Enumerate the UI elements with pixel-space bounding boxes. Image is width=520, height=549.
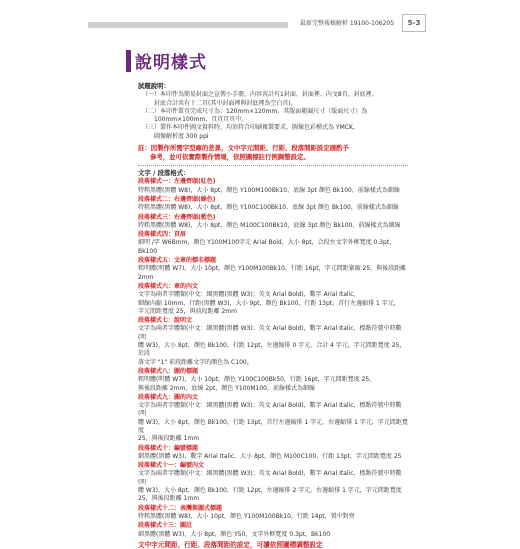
style-entry xyxy=(138,317,408,367)
section-divider xyxy=(138,165,408,166)
style-name: 段落樣式十二：表灣與圖式標題 xyxy=(138,504,223,512)
style-entry xyxy=(138,214,408,231)
style-description-line: 細黑體(黑體 W3)，數字 Arial Italic，大小 8pt，顏色 M100C100，行距 13pt，字元間距寬度 25 xyxy=(138,452,402,460)
rules-note xyxy=(138,144,408,161)
style-name: 段落樣式二：右邊齊頭(綠色) xyxy=(138,195,216,203)
header-text: 最新完整報稿解析 19100-106205 xyxy=(300,20,395,27)
style-name: 段落樣式一：左邊齊頭(紅色) xyxy=(138,178,216,186)
style-description-line: 文字為兩者字體類(中文：細黑體(黑體 W3)；英文 Arial Bold)，數字 Arial Italic，標點符號中時數(明 xyxy=(138,470,402,486)
style-description-line: 特粗黑體(黑體 W8)，大小 10pt，顏色 Y100M100Bk10，行距 14pt，置中對齊 xyxy=(138,512,355,520)
style-name: 段落樣式六：章的內文 xyxy=(138,282,199,290)
rules-item-2-line-2: 100mm×100mm，頁頁頁頁中。 xyxy=(154,116,248,124)
style-entry xyxy=(138,462,408,503)
style-entry xyxy=(138,231,408,256)
style-description-line: 字元間距寬度 25，與前段距離 2mm xyxy=(138,307,237,315)
title-accent-bar xyxy=(126,50,131,72)
style-description-line: 25，與後段距離 1mm xyxy=(138,435,200,443)
style-description-line: 細黑體(黑體 W3)，大小 8pt，顏色 Y50，文字外框寬度 0.3pt，Bk100 xyxy=(138,530,331,538)
style-entry xyxy=(138,394,408,444)
rules-item-2 xyxy=(142,108,408,125)
style-description-line: 特粗黑體(黑體 W8)，大小 8pt，顏色 M100C100Bk10，底線 3pt 顏色 Bk100，前線樣式為細線 xyxy=(138,221,401,229)
style-description-line: 文字為兩者字體類(中文：細黑體(黑體 W3)；英文 Arial Bold)，數字 Arial Italic， xyxy=(138,291,360,299)
rules-item-1 xyxy=(142,91,408,108)
style-name: 段落樣式九：圖的內文 xyxy=(138,393,199,401)
style-entry xyxy=(138,368,408,393)
rules-item-1-line-1: （一）本印件為簡易封面之宣傳小手冊，內容共計有1封面、封面裡、內文8頁、封底裡、 xyxy=(142,91,378,99)
style-description-line: 文字為兩者字體類(中文：細黑體(黑體 W3)；英文 Arial Bold)，數字 Arial Italic，標點符號中時數(明 xyxy=(138,325,402,341)
section-title: 說明樣式 xyxy=(135,53,207,73)
style-entry xyxy=(138,505,408,522)
style-description-line: 體 W3)，大小 8pt，顏色 Bk100，行距 12pt，左邊縮排 2 字元，右邊縮排 1 字元，字元間距寬度 25，與後段距離 1mm xyxy=(138,487,402,503)
style-description-line: 特粗黑體(黑體 W8)，大小 8pt，顏色 Y100M100Bk10，底線 3pt 顏色 Bk100，前線樣式為細線 xyxy=(138,186,400,194)
style-entry xyxy=(138,257,408,282)
style-description-line: 特粗黑體(黑體 W8)，大小 8pt，顏色 Y100C100Bk10，底線 3pt 顏色 Bk100，前線樣式為細線 xyxy=(138,204,399,212)
rules-note-line-2: 參考，並可依實際製作情境，依照圖標註行例調整設定。 xyxy=(150,152,310,161)
style-name: 段落樣式四：頁眉 xyxy=(138,231,187,239)
style-description-line: 文字為兩者字體類(中文：細黑體(黑體 W3)；英文 Arial Bold)，數字 Arial Italic，標點符號中時數(明 xyxy=(138,402,402,418)
rules-item-2-line-1: （二）本印件單頁完成尺寸為：120mm×120mm，其版面範圍尺寸（版面尺寸）為 xyxy=(142,107,368,115)
styles-heading: 文字 / 段落格式： xyxy=(138,169,190,178)
style-entry xyxy=(138,445,408,462)
style-description-line: 細線內縮 10mm，行距(黑體 W3)，大小 9pt，顏色 Bk100，行距 13pt，首行左邊縮排 1 字元， xyxy=(138,299,400,307)
style-name: 段落樣式八：圖的標題 xyxy=(138,367,199,375)
style-name: 段落樣式十：編號標題 xyxy=(138,444,199,452)
style-name: 段落樣式十三：圖註 xyxy=(138,522,193,530)
style-description-line: 粗明體(明體 W7)，大小 10pt，顏色 Y100C100Bk50，行距 16pt，字元間距寬度 25， xyxy=(138,376,376,384)
style-entry xyxy=(138,522,408,539)
style-name: 段落樣式七：說明文 xyxy=(138,317,193,325)
section-title-block xyxy=(126,48,207,73)
style-description-line: 落文字 "1" 前段距離文字的顏色為 C100。 xyxy=(138,358,253,366)
style-description-line: 與後段距離 2mm，底線 2pt，顏色 Y100M100，前線樣式為細線 xyxy=(138,384,315,392)
style-name: 段落樣式三：右邊齊頭(藍色) xyxy=(138,213,216,221)
header-rule xyxy=(88,22,288,28)
rules-note-line-1: 註：因製作所需字型庫的差異，文中字元間距、行距、段落間距設定請酌予 xyxy=(138,144,349,153)
style-entry xyxy=(138,178,408,195)
content-area xyxy=(138,82,408,549)
style-description-line: 粗明體(明體 W7)，大小 10pt，顏色 Y100M100Bk10，行距 16pt，字元間距緊縮 25，與後段距離 2mm xyxy=(138,265,407,281)
style-entry xyxy=(138,283,408,316)
style-list xyxy=(138,178,408,538)
style-description-line: 體 W3)，大小 8pt，顏色 Bk100，行距 13pt，首行左邊縮排 1 字元，右邊縮排 1 字元，字元間距寬度 xyxy=(138,418,408,434)
style-name: 段落樣式五：文章的標名標題 xyxy=(138,257,217,265)
rules-item-3 xyxy=(142,124,408,141)
style-description-line: 細明 /字 W6Bmm，顏色 Y100M100字元 Arial Bold，大小 8pt，合段左文字外框寬度 0.3pt，Bk100 xyxy=(138,239,396,255)
style-description-line: 體 W3)，大小 8pt，顏色 Bk100，行距 12pt，左邊縮排 0 字元，合計 4 字元，字元間距寬度 25，於段 xyxy=(138,342,406,358)
style-entry xyxy=(138,196,408,213)
rules-item-1-line-2: 封底合計共有十二頁(其中封面裡與封底裡為空白頁)。 xyxy=(154,99,297,107)
bottom-note: 文中字元間距、行距、段落間距的設定，可讀依照圖標調整設定 xyxy=(138,540,323,549)
rules-item-3-line-1: （三）製作本印件圖文資料時，均須符合印刷複製要求，圖像色彩模式為 YMCK， xyxy=(142,124,359,132)
rules-heading: 試題說明： xyxy=(138,82,170,90)
rules-item-3-line-2: 圖像解析度 300 ppi xyxy=(154,132,209,140)
page-number-badge: 5-3 xyxy=(402,14,426,32)
style-name: 段落樣式十一：編號內文 xyxy=(138,462,205,470)
